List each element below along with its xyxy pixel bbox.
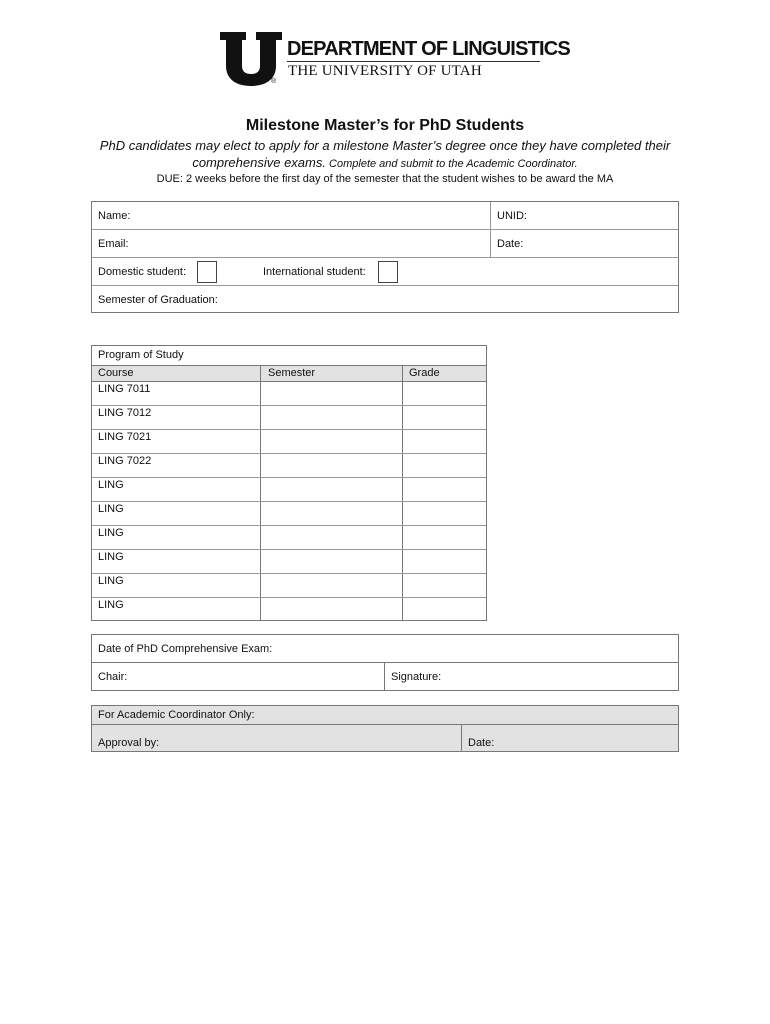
semester-cell[interactable] [262,598,400,620]
divider [260,365,261,620]
course-cell: LING [98,527,124,539]
grade-cell[interactable] [404,502,484,524]
program-of-study-table [91,345,487,621]
semester-cell[interactable] [262,406,400,428]
grade-cell[interactable] [404,598,484,620]
date-field[interactable]: Date: [497,238,524,250]
divider [490,202,491,257]
academic-coordinator-box [91,705,679,752]
intro-line-2b: Complete and submit to the Academic Coordinator. [325,158,578,170]
international-label: International student: [263,266,366,278]
form-title: Milestone Master’s for PhD Students [245,117,525,134]
semester-cell[interactable] [262,574,400,596]
semester-cell[interactable] [262,526,400,548]
course-cell: LING 7011 [98,383,151,395]
grade-cell[interactable] [404,430,484,452]
header-rule [287,61,540,62]
course-cell: LING 7012 [98,407,152,419]
coordinator-title: For Academic Coordinator Only: [98,709,255,721]
grade-cell[interactable] [404,478,484,500]
registered-mark: ® [271,78,277,85]
divider [384,662,385,690]
semester-cell[interactable] [262,454,400,476]
course-cell: LING [98,479,124,491]
semester-cell[interactable] [262,478,400,500]
chair-field[interactable]: Chair: [98,671,128,683]
course-cell: LING [98,575,124,587]
signature-field[interactable]: Signature: [391,671,442,683]
approval-field[interactable]: Approval by: [98,737,160,749]
divider [92,285,678,286]
divider [402,365,403,620]
course-cell: LING 7021 [98,431,152,443]
semester-cell[interactable] [262,430,400,452]
col-grade: Grade [409,367,440,379]
grade-cell[interactable] [404,406,484,428]
semester-cell[interactable] [262,550,400,572]
semester-cell[interactable] [262,382,400,404]
divider [92,724,678,725]
unid-field[interactable]: UNID: [497,210,527,222]
exam-date-field[interactable]: Date of PhD Comprehensive Exam: [98,643,273,655]
grade-cell[interactable] [404,526,484,548]
grade-cell[interactable] [404,382,484,404]
domestic-label: Domestic student: [98,266,187,278]
name-field[interactable]: Name: [98,210,131,222]
student-info-box [91,201,679,313]
due-line: DUE: 2 weeks before the first day of the semester that the student wishes to be award the MA [156,173,614,185]
intro-line-2 [0,155,770,170]
exam-box [91,634,679,691]
intro-line-2a: comprehensive exams. [192,155,326,170]
divider [92,662,678,663]
university-name: THE UNIVERSITY OF UTAH [288,63,482,79]
grade-cell[interactable] [404,454,484,476]
program-of-study-title: Program of Study [98,349,184,361]
semester-cell[interactable] [262,502,400,524]
course-cell: LING [98,599,124,611]
course-cell: LING [98,551,124,563]
intro-line-1: PhD candidates may elect to apply for a milestone Master’s degree once they have completed their [99,138,671,153]
divider [92,229,678,230]
grade-cell[interactable] [404,550,484,572]
email-field[interactable]: Email: [98,238,129,250]
coordinator-date-field[interactable]: Date: [468,737,495,749]
department-name: DEPARTMENT OF LINGUISTICS [287,38,570,60]
col-semester: Semester [268,367,316,379]
divider [92,257,678,258]
course-cell: LING 7022 [98,455,152,467]
divider [92,365,486,366]
col-course: Course [98,367,134,379]
divider [461,724,462,751]
domestic-checkbox[interactable] [197,261,217,283]
course-cell: LING [98,503,124,515]
grade-cell[interactable] [404,574,484,596]
semester-of-graduation-field[interactable]: Semester of Graduation: [98,294,218,306]
international-checkbox[interactable] [378,261,398,283]
